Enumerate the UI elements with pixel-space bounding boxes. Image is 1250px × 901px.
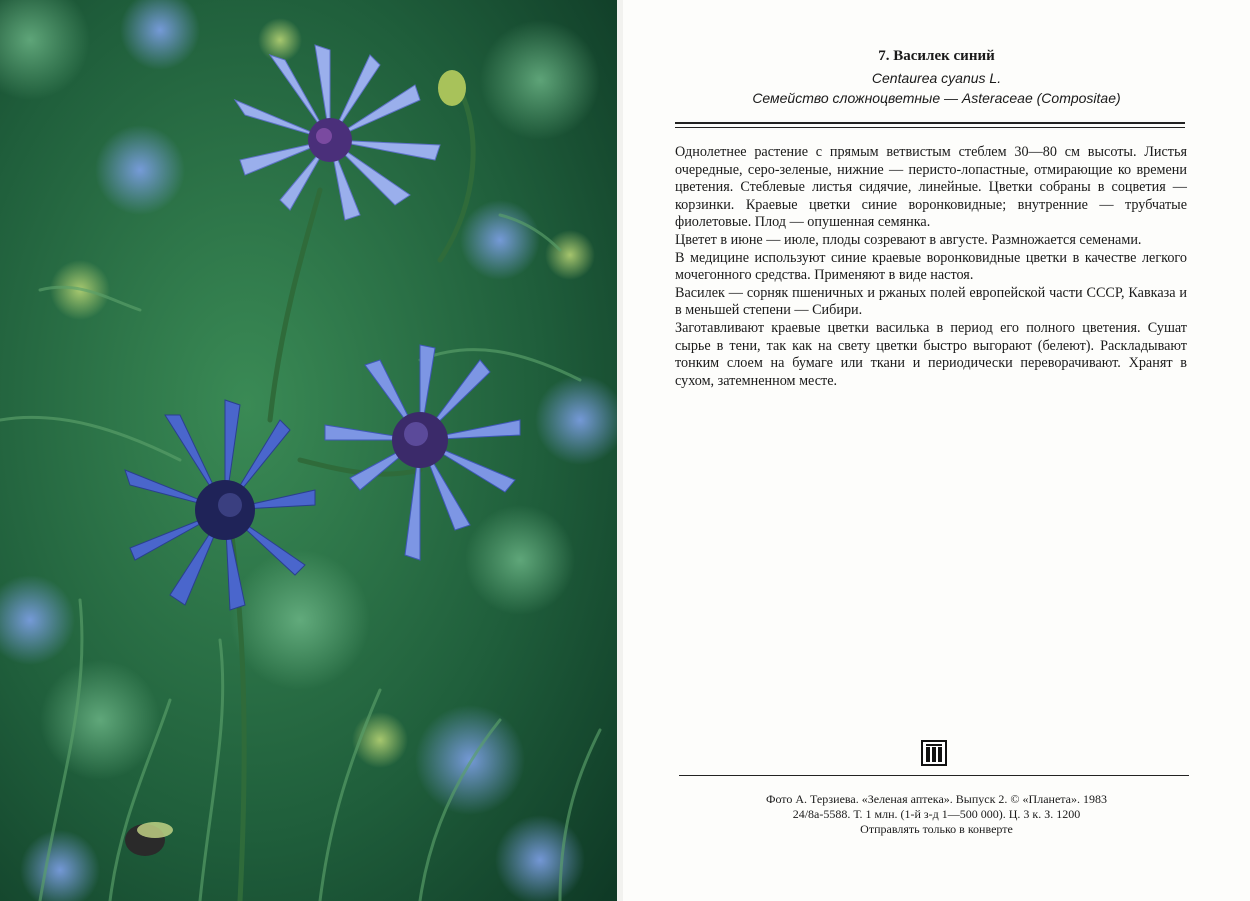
flower-bud [438, 70, 466, 106]
imprint [623, 792, 1250, 837]
photo-illustration [0, 0, 617, 901]
latin-name: Centaurea cyanus L. [871, 70, 1002, 86]
paragraph-medicine: В медицине используют синие краевые воронковидные цветки в качестве легкого мочегонного средства. Применяют в виде настоя. [675, 249, 1187, 284]
text-page [623, 0, 1250, 901]
cornflower-photo [0, 0, 617, 901]
paragraph-flowering: Цветет в июне — июле, плоды созревают в августе. Размножается семенами. [675, 231, 1142, 248]
paragraph-habitat: Василек — сорняк пшеничных и ржаных полей европейской части СССР, Кавказа и в меньшей степени — Сибири. [675, 284, 1187, 319]
description-text [675, 144, 1187, 390]
publisher-logo-icon [921, 740, 947, 766]
imprint-line-2: 24/8а-5588. Т. 1 млн. (1-й з-д 1—500 000). Ц. 3 к. З. 1200 [792, 807, 1081, 821]
header-rule-thin [675, 127, 1185, 128]
imprint-line-3: Отправлять только в конверте [860, 822, 1013, 836]
footer-rule [679, 775, 1189, 776]
paragraph-description: Однолетнее растение с прямым ветвистым стеблем 30—80 см высоты. Листья очередные, серо-зеленые, нижние — перисто-лопастные, отмирающие ко времени цветения. Стеблевые листья сидячие, линейные. Цветки собраны в соцветия — корзинки. Краевые цветки синие воронковидные; внутренние — трубчатые фиолетовые. Плод — опушенная семянка. [675, 144, 1187, 231]
imprint-line-1: Фото А. Терзиева. «Зеленая аптека». Выпуск 2. © «Планета». 1983 [765, 792, 1107, 806]
header-rule-thick [675, 122, 1185, 124]
paragraph-harvest: Заготавливают краевые цветки василька в период его полного цветения. Сушат сырье в тени, так как на свету цветки быстро выгорают (белеют). Раскладывают тонким слоем на бумаге или ткани и периодически переворачивают. Хранят в сухом, затемненном месте. [675, 319, 1187, 389]
plant-title: 7. Василек синий [878, 48, 995, 64]
plant-family: Семейство сложноцветные — Asteraceae (Compositae) [752, 90, 1121, 106]
